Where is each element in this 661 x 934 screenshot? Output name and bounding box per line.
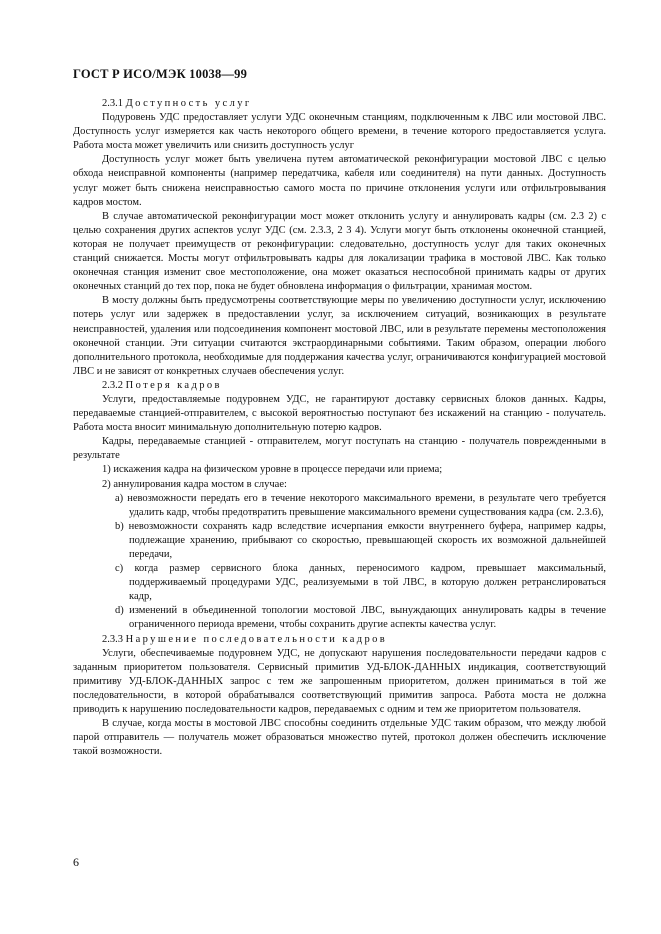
paragraph: Подуровень УДС предоставляет услуги УДС оконечным станциям, подключенным к ЛВС или мостовой ЛВС. Доступность услуг измеряется как часть некоторого общего времени, в течение которого предоставляется услуга. Работа моста может увеличить или снизить доступность услуг xyxy=(73,112,606,152)
paragraph: В случае автоматической реконфигурации мост может отклонить услугу и аннулировать кадры (см. 2.3 2) с целью сохранения других аспектов услуг УДС (см. 2.3.3, 2 3 4). Услуги могут быть отклонены оконечной станцией, которая не получает преимуществ от реконфигурации: следовательно, доступность услуг для таких оконечных станций снижается. Мосты могут отфильтровывать кадры для локализации трафика в мостовой ЛВС. Как только оконечная станция изменит свое местоположение, она может оказаться неспособной принимать кадры от других оконечных станций до тех пор, пока не будет обновлена информация о фильтрации, хранимая мостом. xyxy=(73,210,606,293)
document-header: ГОСТ Р ИСО/МЭК 10038—99 xyxy=(73,67,248,81)
section-2-3-1-heading xyxy=(73,97,606,111)
section-2-3-3-heading xyxy=(73,633,606,647)
section-title: Нарушение последовательности кадров xyxy=(125,633,388,645)
paragraph: Кадры, передаваемые станцией - отправителем, могут поступать на станцию - получатель поврежденными в результате xyxy=(73,436,606,462)
page-number: 6 xyxy=(73,855,79,869)
sub-list-item: b) невозможности сохранять кадр вследствие исчерпания емкости внутреннего буфера, например кадры, подлежащие хранению, прибывают со скоростью, превышающей скорость их возможной дальнейшей передачи, xyxy=(115,520,606,560)
section-number: 2.3.3 xyxy=(102,633,123,645)
paragraph: Услуги, предоставляемые подуровнем УДС, не гарантируют доставку сервисных блоков данных. Кадры, передаваемые станцией-отправителем, с высокой вероятностью поступают без искажений на станцию - получатель. Работа моста вносит минимальную дополнительную потерю кадров. xyxy=(73,393,606,434)
sub-list-item: a) невозможности передать его в течение некоторого максимального времени, в результате чего требуется удалить кадр, чтобы предотвратить превышение максимального времени существования кадра (см. 2.3.6), xyxy=(115,492,606,518)
sub-list-item: d) изменений в объединенной топологии мостовой ЛВС, вынуждающих аннулировать кадры в течение ограниченного периода времени, чтобы сохранить другие аспекты качества услуг. xyxy=(115,605,606,631)
paragraph: В мосту должны быть предусмотрены соответствующие меры по увеличению доступности услуг, исключению потерь услуг или задержек в предоставлении услуг, за исключением ситуаций, возникающих в результате неисправностей, удаления или подсоединения компонент мостовой ЛВС, или в результате перемены местоположения оконечной станции. Эти ситуации считаются экстраординарными событиями. Таким образом, операции любого дополнительного протокола, необходимые для поддержания качества услуг, ограничиваются конфигурацией мостовой ЛВС и не зависят от конкретных случаев обеспечения услуг. xyxy=(73,295,606,377)
section-2-3-2-heading xyxy=(73,379,606,393)
document-body xyxy=(73,97,606,759)
section-number: 2.3.2 xyxy=(102,379,123,391)
list-item: 1) искажения кадра на физическом уровне в процессе передачи или приема; xyxy=(102,464,443,476)
section-number: 2.3.1 xyxy=(102,98,123,109)
list-item: 2) аннулирования кадра мостом в случае: xyxy=(102,478,287,490)
paragraph: Доступность услуг может быть увеличена путем автоматической реконфигурации мостовой ЛВС с целью обхода неисправной компоненты (например передатчика, кабеля или соединителя) на пути данных. Доступность услуг может быть снижена неисправностью самого моста по причине отклонения услуги или отфильтровывания кадров мостом. xyxy=(73,154,606,208)
section-title: Потеря кадров xyxy=(125,379,222,391)
sub-list-item: c) когда размер сервисного блока данных, переносимого кадром, превышает максимальный, поддерживаемый процедурами УДС, реализуемыми в той ЛВС, в которую должен ретранслироваться кадр, xyxy=(115,563,606,603)
section-title: Доступность услуг xyxy=(125,98,252,109)
paragraph: Услуги, обеспечиваемые подуровнем УДС, не допускают нарушения последовательности передачи кадров с заданным приоритетом пользователя. Сервисный примитив УД-БЛОК-ДАННЫХ индикация, соответствующий примитиву УД-БЛОК-ДАННЫХ запрос с тем же запрошенным приоритетом, должен приниматься в той же последовательности, в которой обрабатывался соответствующий примитив запроса. Работа моста не должна приводить к нарушению последовательности кадров, передаваемых с одним и тем же приоритетом пользователя. xyxy=(73,647,606,716)
paragraph: В случае, когда мосты в мостовой ЛВС способны соединить отдельные УДС таким образом, что между любой парой отправитель — получатель может образоваться множество путей, протокол должен обеспечить исключение такой возможности. xyxy=(73,718,606,758)
